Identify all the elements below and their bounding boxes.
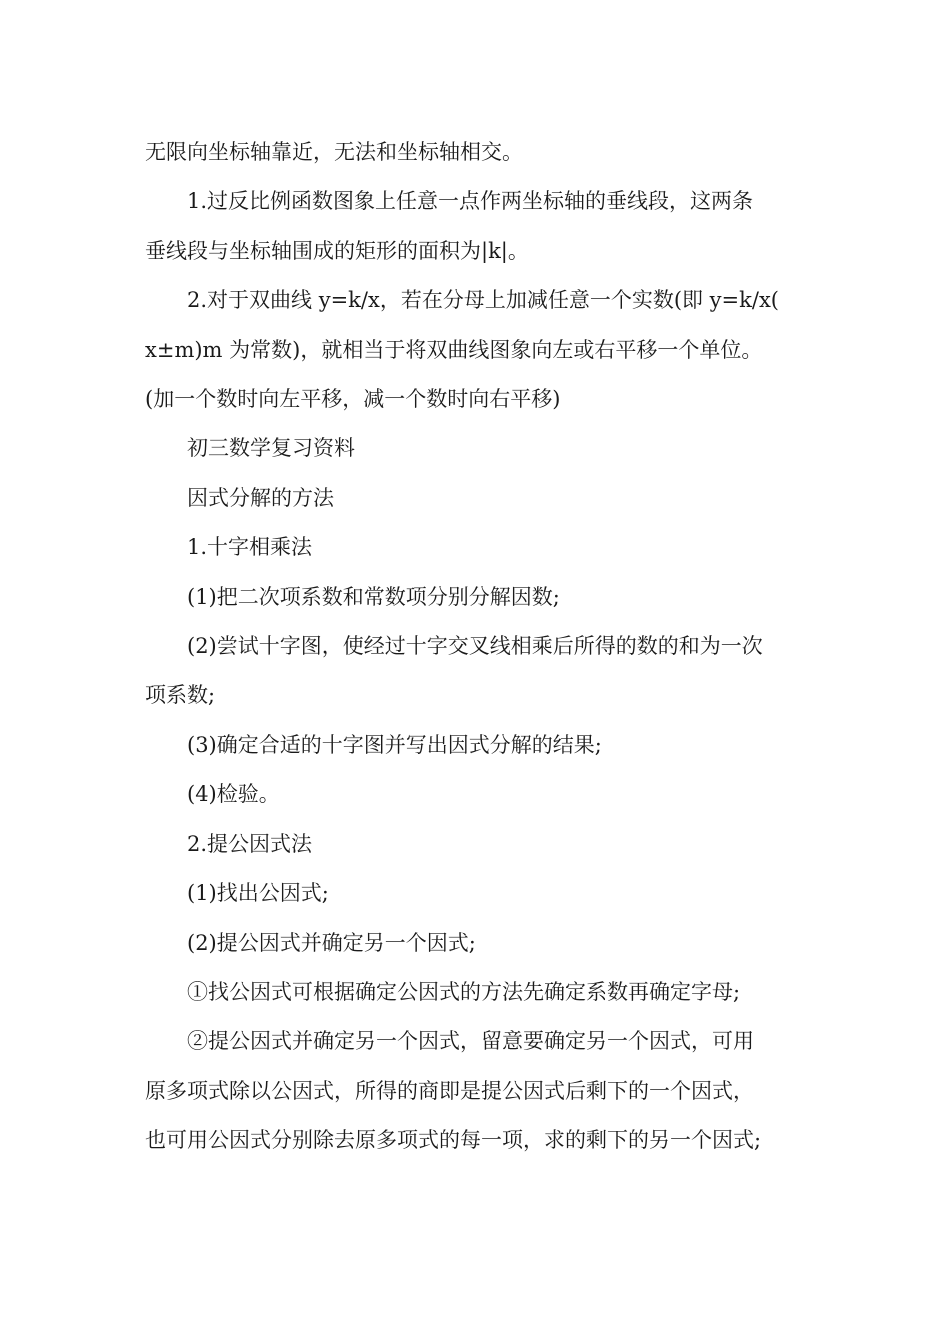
text-line: (2)提公因式并确定另一个因式; [187,930,476,955]
cf-note-1 [145,968,810,1017]
text-line: 垂线段与坐标轴围成的矩形的面积为|k|。 [145,238,529,263]
step-3 [145,721,810,770]
text-line: x±m)m 为常数)，就相当于将双曲线图象向左或右平移一个单位。 [145,337,763,362]
subheading-cross-multiplication [145,523,810,572]
text-line: 原多项式除以公因式，所得的商即是提公因式后剩下的一个因式， [145,1078,754,1103]
section-heading-review [145,424,810,473]
text-line: (加一个数时向左平移，减一个数时向右平移) [145,387,561,412]
document-page [145,128,810,1166]
text-line: (1)把二次项系数和常数项分别分解因数; [187,584,560,609]
text-line: ①找公因式可根据确定公因式的方法先确定系数再确定字母; [187,979,741,1004]
text-line: 也可用公因式分别除去原多项式的每一项，求的剩下的另一个因式; [145,1128,762,1153]
cf-note-2 [145,1017,810,1165]
text-line: 1.十字相乘法 [187,535,313,560]
cf-step-1 [145,869,810,918]
text-line: (4)检验。 [187,782,280,807]
subheading-common-factor [145,820,810,869]
text-line: 无限向坐标轴靠近，无法和坐标轴相交。 [145,140,523,164]
step-4 [145,770,810,819]
text-line: (2)尝试十字图，使经过十字交叉线相乘后所得的数的和为一次 [187,634,763,659]
text-line: 因式分解的方法 [187,485,334,510]
paragraph-asymptote-note [145,128,810,177]
paragraph-rectangle-area [145,177,810,276]
text-line: (3)确定合适的十字图并写出因式分解的结果; [187,732,602,757]
cf-step-2 [145,919,810,968]
text-line: 2.对于双曲线 y=k/x，若在分母上加减任意一个实数(即 y=k/x( [187,288,779,313]
text-line: 项系数; [145,683,216,708]
text-line: 2.提公因式法 [187,831,313,856]
paragraph-hyperbola-shift [145,276,810,424]
step-1 [145,573,810,622]
text-line: 1.过反比例函数图象上任意一点作两坐标轴的垂线段，这两条 [187,189,754,214]
section-heading-factorization [145,474,810,523]
text-line: ②提公因式并确定另一个因式，留意要确定另一个因式，可用 [187,1029,754,1054]
text-line: 初三数学复习资料 [187,436,355,461]
text-line: (1)找出公因式; [187,881,329,906]
step-2 [145,622,810,721]
